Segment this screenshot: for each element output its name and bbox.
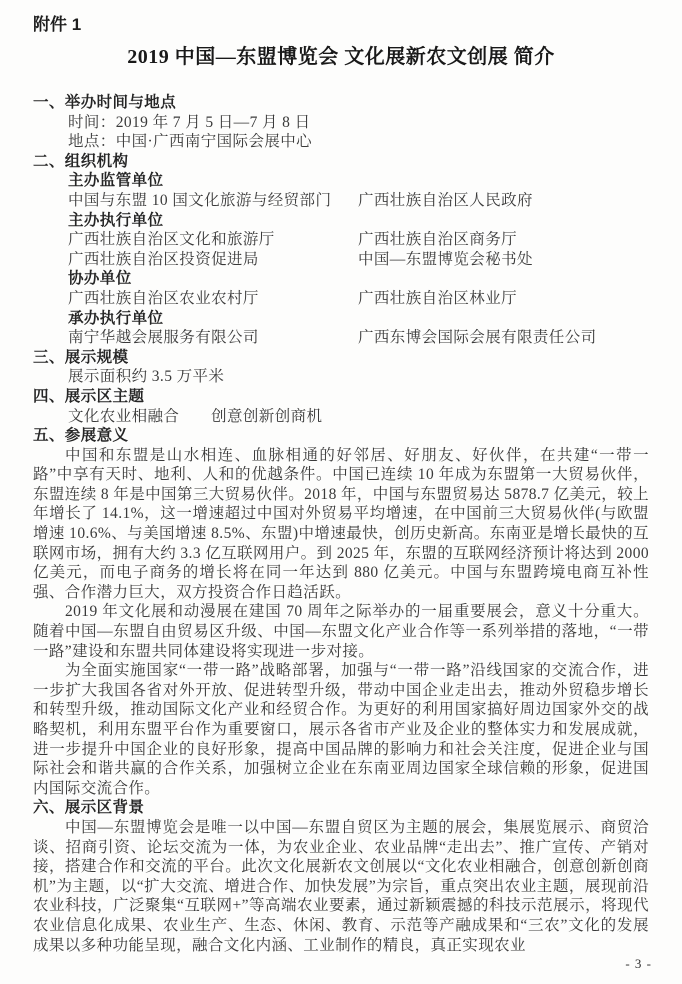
section-heading-time-venue: 一、举办时间与地点 bbox=[33, 94, 177, 111]
org-name: 广西壮族自治区人民政府 bbox=[358, 191, 533, 209]
attachment-label: 附件 1 bbox=[33, 15, 82, 34]
org-group-label-coorganizer: 协办单位 bbox=[68, 270, 132, 288]
org-name: 广西壮族自治区投资促进局 bbox=[68, 250, 259, 268]
section-heading-organizers: 二、组织机构 bbox=[33, 152, 129, 170]
background-paragraph-1: 中国—东盟博览会是唯一以中国—东盟自贸区为主题的展会，集展览展示、商贸洽谈、招商引资、论坛交流为一体，为农业企业、农业品牌“走出去”、推广宣传、产销对接，搭建合作和交流的平台。此次文化展新农文创展以“文化农业相融合，创意创新创商机”为主题，以“扩大交流、增进合作、加快发展”为宗旨，重点突出农业主题，展现前沿农业科技，广泛聚集“互联网+”等高端农业要素，通过新颖震撼的科技示范展示，将现代农业信息化成果、农业生产、生态、休闲、教育、示范等产融成果和“三农”文化的发展成果以多种功能呈现，融合文化内涵、工业制作的精良，真正实现农业 bbox=[33, 818, 649, 954]
org-name: 广西东博会国际会展有限责任公司 bbox=[358, 329, 597, 347]
section-heading-background: 六、展示区背景 bbox=[33, 799, 145, 817]
event-time-line: 时间：2019 年 7 月 5 日—7 月 8 日 bbox=[68, 113, 311, 131]
significance-paragraph-3: 为全面实施国家“一带一路”战略部署，加强与“一带一路”沿线国家的交流合作，进一步扩大我国各省对外开放、促进转型升级，带动中国企业走出去，推动外贸稳步增长和转型升级，推动国际文化产业和经贸合作。为更好的利用国家搞好周边国家外交的战略契机，利用东盟平台作为重要窗口，展示各省市产业及企业的整体实力和发展成就，进一步提升中国企业的良好形象，提高中国品牌的影响力和社会关注度，促进企业与国际社会和谐共赢的合作关系，加强树立企业在东南亚周边国家全球信赖的形象，促进国内国际交流合作。 bbox=[33, 662, 649, 797]
org-group-label-undertaker: 承办执行单位 bbox=[68, 309, 164, 327]
document-body bbox=[33, 93, 649, 955]
org-name: 广西壮族自治区文化和旅游厅 bbox=[68, 231, 275, 249]
org-group-label-executing: 主办执行单位 bbox=[68, 211, 164, 229]
page-number: - 3 - bbox=[625, 956, 652, 971]
org-name: 广西壮族自治区农业农村厅 bbox=[68, 289, 259, 307]
org-row bbox=[33, 250, 649, 270]
exhibition-theme-line: 文化农业相融合 创意创新创商机 bbox=[68, 407, 323, 425]
org-group-label-supervising: 主办监管单位 bbox=[68, 172, 164, 190]
org-row bbox=[33, 289, 649, 309]
org-row bbox=[33, 328, 649, 348]
org-row bbox=[33, 230, 649, 250]
significance-paragraph-2: 2019 年文化展和动漫展在建国 70 周年之际举办的一届重要展会，意义十分重大。随着中国—东盟自由贸易区升级、中国—东盟文化产业合作等一系列举措的落地，“一带一路”建设和东盟共同体建设将实现进一步对接。 bbox=[33, 603, 649, 660]
org-row bbox=[33, 191, 649, 211]
org-name: 广西壮族自治区林业厅 bbox=[358, 289, 518, 307]
exhibition-area-line: 展示面积约 3.5 万平米 bbox=[68, 368, 225, 386]
document-title: 2019 中国—东盟博览会 文化展新农文创展 简介 bbox=[127, 46, 555, 68]
org-name: 南宁华越会展服务有限公司 bbox=[68, 329, 259, 347]
org-name: 中国—东盟博览会秘书处 bbox=[358, 250, 533, 268]
event-venue-line: 地点：中国·广西南宁国际会展中心 bbox=[68, 133, 313, 151]
section-heading-scale: 三、展示规模 bbox=[33, 348, 129, 366]
org-name: 中国与东盟 10 国文化旅游与经贸部门 bbox=[68, 191, 332, 209]
significance-paragraph-1: 中国和东盟是山水相连、血脉相通的好邻居、好朋友、好伙伴，在共建“一带一路”中享有天时、地利、人和的优越条件。中国已连续 10 年成为东盟第一大贸易伙伴，东盟连续 8 年是中国第三大贸易伙伴。2018 年，中国与东盟贸易达 5878.7 亿美元，较上年增长了 14.1%，这一增速超过中国对外贸易平均增速，在中国前三大贸易伙伴(与欧盟增速 10.6%、与美国增速 8.5%、东盟)中增速最快，创历史新高。东南亚是增长最快的互联网市场，拥有大约 3.3 亿互联网用户。到 2025 年，东盟的互联网经济预计将达到 2000 亿美元，而电子商务的增长将在同一年达到 880 亿美元。中国与东盟跨境电商互补性强、合作潜力巨大，双方投资合作日趋活跃。 bbox=[33, 446, 649, 601]
section-heading-significance: 五、参展意义 bbox=[33, 427, 129, 445]
org-name: 广西壮族自治区商务厅 bbox=[358, 231, 518, 249]
section-heading-theme: 四、展示区主题 bbox=[33, 387, 145, 405]
